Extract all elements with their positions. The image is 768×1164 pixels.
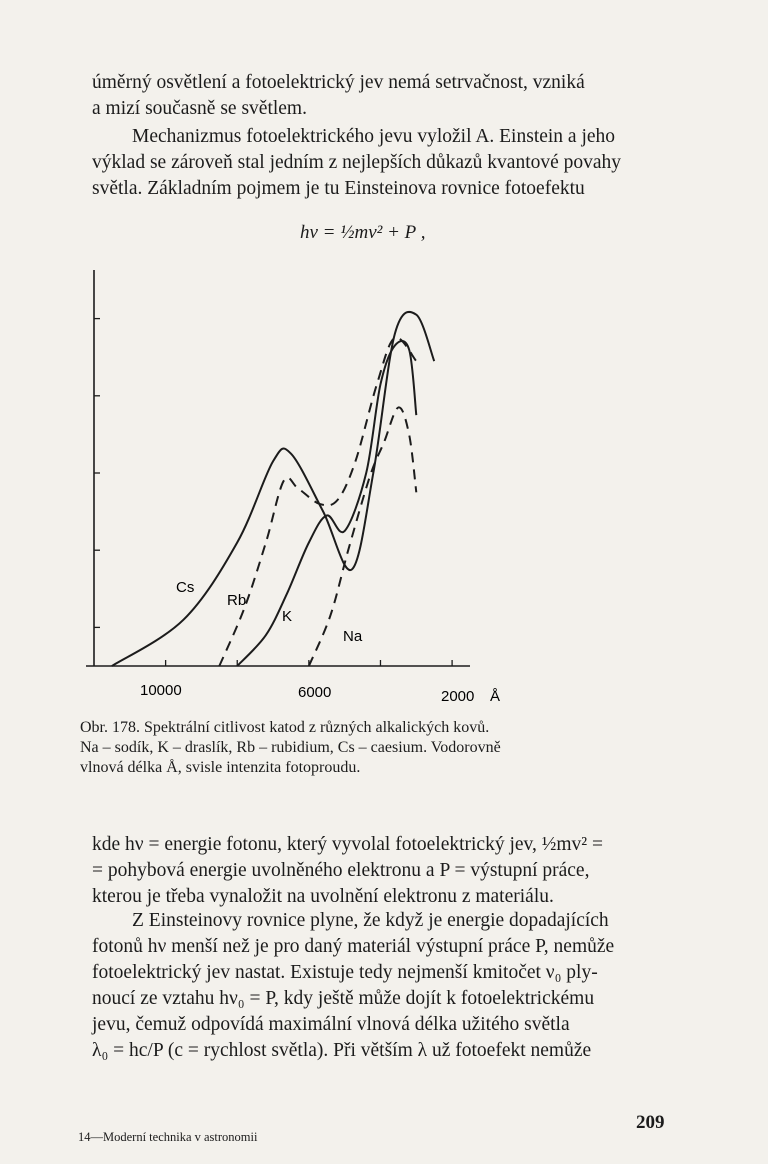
text-line: fotonů hν menší než je pro daný materiál výstupní práce P, nemůže bbox=[92, 936, 615, 957]
curve-label-k: K bbox=[282, 608, 293, 625]
text-line: světla. Základním pojmem je tu Einsteinova rovnice fotoefektu bbox=[92, 178, 585, 199]
text-line: výklad se zároveň stal jedním z nejlepších důkazů kvantové povahy bbox=[92, 152, 622, 173]
caption-line: vlnová délka Å, svisle intenzita fotoproudu. bbox=[80, 759, 361, 776]
footer-book-title: 14—Moderní technika v astronomii bbox=[78, 1130, 258, 1144]
text-line: kterou je třeba vynaložit na uvolnění elektronu z materiálu. bbox=[92, 886, 554, 907]
text-line: λ₀ = hc/P (c = rychlost světla). Při větším λ už fotoefekt nemůže bbox=[92, 1040, 592, 1061]
text-line: kde hν = energie fotonu, který vyvolal fotoelektrický jev, ½mv² = bbox=[92, 834, 604, 855]
curve-label-rb: Rb bbox=[227, 592, 247, 609]
x-tick-label: 2000 bbox=[441, 688, 475, 705]
x-axis-unit-label: Å bbox=[490, 688, 501, 705]
figure-caption bbox=[80, 718, 680, 778]
series-line-k bbox=[237, 341, 416, 666]
text-line: noucí ze vztahu hν₀ = P, kdy ještě může dojít k fotoelektrickému bbox=[92, 988, 595, 1009]
text-line: Mechanizmus fotoelektrického jevu vyložil A. Einstein a jeho bbox=[132, 126, 616, 147]
text-line: úměrný osvětlení a fotoelektrický jev nemá setrvačnost, vzniká bbox=[92, 72, 585, 93]
paragraph-3 bbox=[92, 832, 692, 910]
text-line: jevu, čemuž odpovídá maximální vlnová délka užitého světla bbox=[92, 1014, 570, 1035]
caption-line: Na – sodík, K – draslík, Rb – rubidium, Cs – caesium. Vodorovně bbox=[80, 739, 501, 756]
curve-label-cs: Cs bbox=[176, 579, 195, 596]
curve-label-na: Na bbox=[343, 628, 363, 645]
chart-curves bbox=[112, 312, 434, 666]
text-line: = pohybová energie uvolněného elektronu a P = výstupní práce, bbox=[92, 860, 590, 881]
chart-axes bbox=[86, 270, 470, 666]
einstein-equation: hν = ½mv² + P , bbox=[300, 222, 426, 243]
x-tick-label: 10000 bbox=[140, 682, 182, 699]
text-line: a mizí současně se světlem. bbox=[92, 98, 307, 119]
caption-line: Obr. 178. Spektrální citlivost katod z různých alkalických kovů. bbox=[80, 719, 490, 736]
text-line: Z Einsteinovy rovnice plyne, že když je energie dopadajících bbox=[132, 910, 609, 931]
paragraph-4 bbox=[92, 908, 692, 1064]
x-tick-label: 6000 bbox=[298, 684, 332, 701]
page-number: 209 bbox=[636, 1112, 665, 1133]
text-line: fotoelektrický jev nastat. Existuje tedy nejmenší kmitočet ν₀ ply- bbox=[92, 962, 598, 983]
